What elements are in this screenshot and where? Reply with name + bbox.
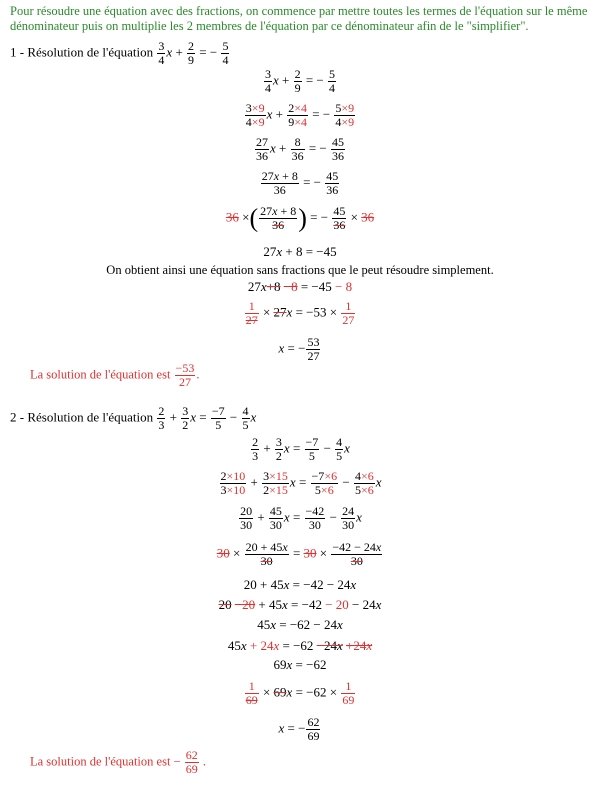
eq2-line9: 69x = −62 — [273, 657, 327, 672]
part1-solution-label: La solution de l'équation est — [30, 367, 171, 382]
part2-heading-text: 2 - Résolution de l'équation — [10, 409, 154, 425]
eq1-line4: $\frac{27x + 8}{36}$ = − $\frac{45}{36}$ — [261, 169, 339, 197]
part2-solution: La solution de l'équation est − $\frac{62}{69}$ . — [30, 748, 206, 776]
eq2-line1: $\frac{2}{3}$ + $\frac{3}{2}$ x = $\frac{-7}{5}$ − $\frac{4}{5}$ x — [252, 435, 350, 463]
eq1-line9: x = − $\frac{53}{27}$ — [278, 335, 320, 363]
intro-text: Pour résoudre une équation avec des fractions, on commence par mettre toutes les termes de l'équation sur le même dénominateur puis on multiplie les 2 membres de l'équation par ce dénominateur afin de le "simplifier". — [10, 4, 588, 33]
part2-solution-num: 62 — [185, 748, 198, 762]
eq2-line2: $\frac{2\times 10}{3\times 10}$ + $\frac{3\times 15}{2\times 15}$ x = $\frac{-7\times 6}{5\times 6}$ − $\frac{4\times 6}{5\times 6}$ x — [220, 469, 382, 497]
eq2-line11: x = − $\frac{62}{69}$ — [278, 715, 320, 743]
part2-solution-label: La solution de l'équation est — [30, 754, 171, 769]
part2-heading: 2 - Résolution de l'équation $\frac{2}{3}$ + $\frac{3}{2}$ x = $\frac{-7}{5}$ − $\frac{4}{5}$ x — [10, 404, 257, 432]
eq1-line2: $\frac{3\times 9}{4\times 9}$ x + $\frac{2\times 4}{9\times 4}$ = − $\frac{5\times 9}{4\times 9}$ — [245, 101, 355, 129]
eq1-line5: 36 ×( $\frac{27x + 8}{36}$ ) = − $\frac{45}{36}$ × 36 — [225, 203, 375, 233]
eq2-line5: 20 + 45x = −42 − 24x — [243, 577, 357, 592]
eq2-line10: $\frac{1}{69}$ × 69x = −62 × $\frac{1}{69}$ — [245, 679, 355, 707]
part1-heading-text: 1 - Résolution de l'équation — [10, 44, 154, 60]
eq2-line3: $\frac{20}{30}$ + $\frac{45}{30}$ x = $\frac{-42}{30}$ − $\frac{24}{30}$ x — [240, 504, 362, 532]
part1-solution-num: −53 — [175, 361, 195, 375]
eq2-line8: 45x + 24x = −62 −24x +24x — [227, 638, 373, 653]
part1-note: On obtient ainsi une équation sans fractions que le peut résoudre simplement. — [106, 263, 494, 277]
eq2-line4: 30 × $\frac{20 + 45x}{30}$ = 30 × $\frac{-42 - 24x}{30}$ — [216, 540, 382, 568]
eq2-line7: 45x = −62 − 24x — [257, 617, 343, 632]
eq1-line6: 27x + 8 = −45 — [263, 244, 337, 259]
eq1-line8: $\frac{1}{27}$ × 27x = −53 × $\frac{1}{27}$ — [245, 299, 355, 327]
part1-solution: La solution de l'équation est $\frac{-53}{27}$ . — [30, 361, 200, 389]
eq1-line1: $\frac{3}{4}$ x + $\frac{2}{9}$ = − $\frac{5}{4}$ — [264, 67, 336, 95]
eq1-line7: 27x+8 −8 = −45 − 8 — [247, 279, 353, 294]
part1-solution-den: 27 — [178, 375, 191, 389]
part2-solution-den: 69 — [185, 762, 198, 776]
part1-heading: 1 - Résolution de l'équation $\frac{3}{4}$ x + $\frac{2}{9}$ = − $\frac{5}{4}$ — [10, 39, 229, 67]
eq1-line3: $\frac{27}{36}$ x + $\frac{8}{36}$ = − $\frac{45}{36}$ — [255, 135, 345, 163]
eq2-line6: 20 −20 + 45x = −42 − 20 − 24x — [218, 597, 382, 612]
